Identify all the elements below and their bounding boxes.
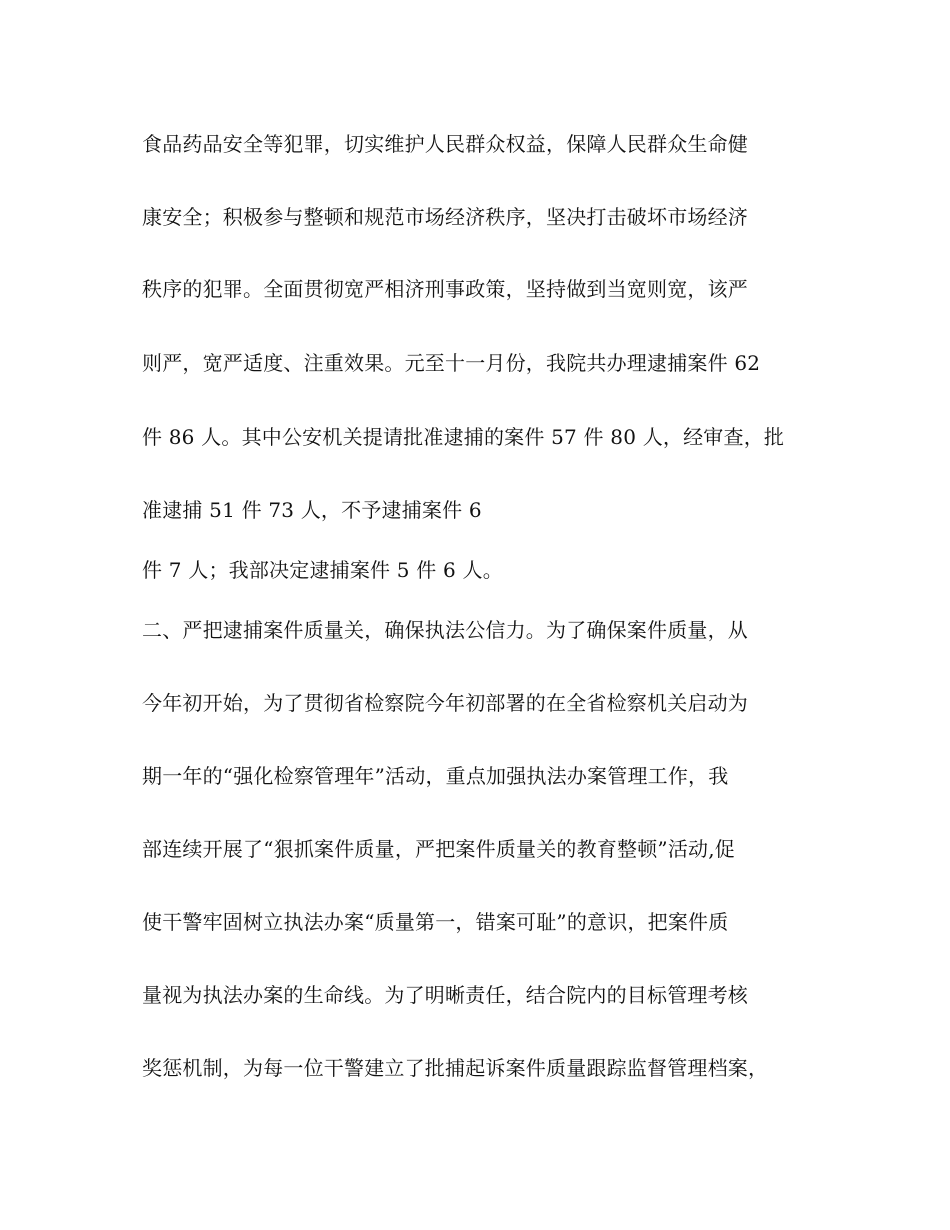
text-line: 则严，宽严适度、注重效果。元至十一月份，我院共办理逮捕案件 62 bbox=[142, 351, 761, 375]
text-line: 使干警牢固树立执法办案“质量第一，错案可耻”的意识，把案件质 bbox=[142, 910, 729, 934]
text-line: 准逮捕 51 件 73 人，不予逮捕案件 6 bbox=[142, 498, 482, 522]
text-line: 康安全；积极参与整顿和规范市场经济秩序，坚决打击破坏市场经济 bbox=[142, 205, 748, 229]
text-line: 奖惩机制，为每一位干警建立了批捕起诉案件质量跟踪监督管理档案， bbox=[142, 1056, 769, 1080]
text-line: 期一年的“强化检察管理年”活动，重点加强执法办案管理工作，我 bbox=[142, 764, 729, 788]
text-line: 件 86 人。其中公安机关提请批准逮捕的案件 57 件 80 人，经审查，批 bbox=[142, 425, 785, 449]
text-line: 件 7 人；我部决定逮捕案件 5 件 6 人。 bbox=[142, 558, 503, 582]
text-line: 食品药品安全等犯罪，切实维护人民群众权益，保障人民群众生命健 bbox=[142, 132, 748, 156]
text-line: 秩序的犯罪。全面贯彻宽严相济刑事政策，坚持做到当宽则宽，该严 bbox=[142, 277, 748, 301]
text-line: 量视为执法办案的生命线。为了明晰责任，结合院内的目标管理考核 bbox=[142, 983, 748, 1007]
text-line: 二、严把逮捕案件质量关，确保执法公信力。为了确保案件质量，从 bbox=[142, 618, 748, 642]
text-line: 今年初开始，为了贯彻省检察院今年初部署的在全省检察机关启动为 bbox=[142, 691, 748, 715]
text-line: 部连续开展了“狠抓案件质量，严把案件质量关的教育整顿”活动,促 bbox=[142, 837, 736, 861]
